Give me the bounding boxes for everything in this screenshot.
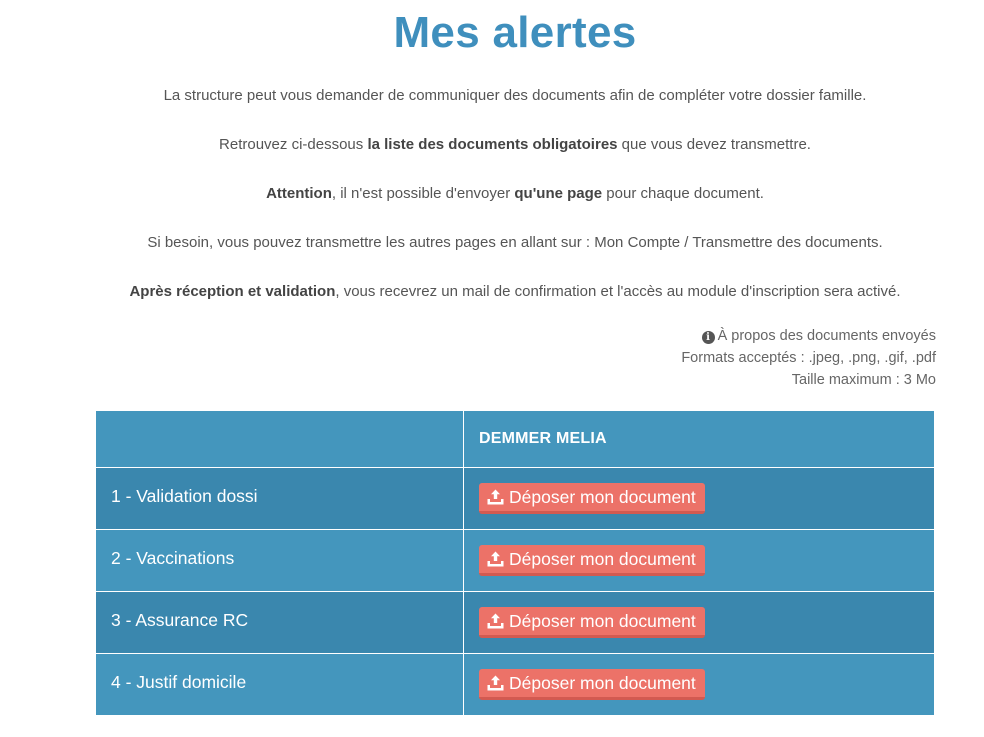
intro-text-5: , vous recevrez un mail de confirmation et l'accès au module d'inscription sera activé.: [335, 283, 901, 300]
intro-text-4: Si besoin, vous pouvez transmettre les autres pages en allant sur : Mon Compte / Transmettre des documents.: [147, 234, 883, 251]
document-name: 2 - Vaccinations: [96, 530, 464, 592]
documents-info-heading-text: À propos des documents envoyés: [717, 328, 936, 344]
info-circle-icon: i: [702, 331, 715, 344]
document-name: 1 - Validation dossi: [96, 468, 464, 530]
upload-document-button[interactable]: [479, 607, 705, 638]
document-action-cell: [464, 468, 935, 530]
documents-info-heading: [681, 325, 936, 347]
table-row: [96, 468, 935, 530]
table-row: [96, 654, 935, 716]
intro-paragraph-4: [0, 234, 984, 251]
upload-document-button[interactable]: [479, 483, 705, 514]
document-name: 4 - Justif domicile: [96, 654, 464, 716]
header-person-name: DEMMER MELIA: [464, 411, 935, 468]
table-row: [96, 530, 935, 592]
intro-text-2a: Retrouvez ci-dessous: [219, 136, 368, 153]
upload-document-button[interactable]: [479, 669, 705, 700]
page-title: Mes alertes: [393, 8, 637, 57]
intro-text-1: La structure peut vous demander de communiquer des documents afin de compléter votre dossier famille.: [163, 87, 867, 104]
documents-info: [681, 325, 936, 391]
document-name: 3 - Assurance RC: [96, 592, 464, 654]
documents-table: [95, 410, 935, 716]
intro-text-5-bold: Après réception et validation: [129, 283, 336, 300]
table-header-row: [96, 411, 935, 468]
upload-document-button[interactable]: [479, 545, 705, 576]
intro-text-2-bold: la liste des documents obligatoires: [367, 136, 618, 153]
intro-text-2b: que vous devez transmettre.: [617, 136, 811, 153]
accepted-formats: Formats acceptés : .jpeg, .png, .gif, .pdf: [681, 350, 936, 366]
max-size: Taille maximum : 3 Mo: [791, 372, 936, 388]
upload-button-label: Déposer mon document: [509, 672, 696, 693]
document-action-cell: [464, 592, 935, 654]
upload-icon: [487, 489, 504, 505]
intro-paragraph-5: [0, 283, 984, 300]
intro-text-3b: pour chaque document.: [602, 185, 764, 202]
intro-text-3-bold-1: Attention: [266, 185, 332, 202]
document-action-cell: [464, 530, 935, 592]
upload-button-label: Déposer mon document: [509, 486, 696, 507]
upload-icon: [487, 551, 504, 567]
upload-button-label: Déposer mon document: [509, 610, 696, 631]
intro-paragraph-3: [0, 185, 984, 202]
intro-text-3-bold-2: qu'une page: [514, 185, 603, 202]
table-row: [96, 592, 935, 654]
intro-paragraph-2: [0, 136, 984, 153]
intro-text-3a: , il n'est possible d'envoyer: [331, 185, 515, 202]
upload-icon: [487, 613, 504, 629]
document-action-cell: [464, 654, 935, 716]
upload-icon: [487, 675, 504, 691]
upload-button-label: Déposer mon document: [509, 548, 696, 569]
header-document-column: [96, 411, 464, 468]
intro-paragraph-1: [0, 87, 984, 104]
